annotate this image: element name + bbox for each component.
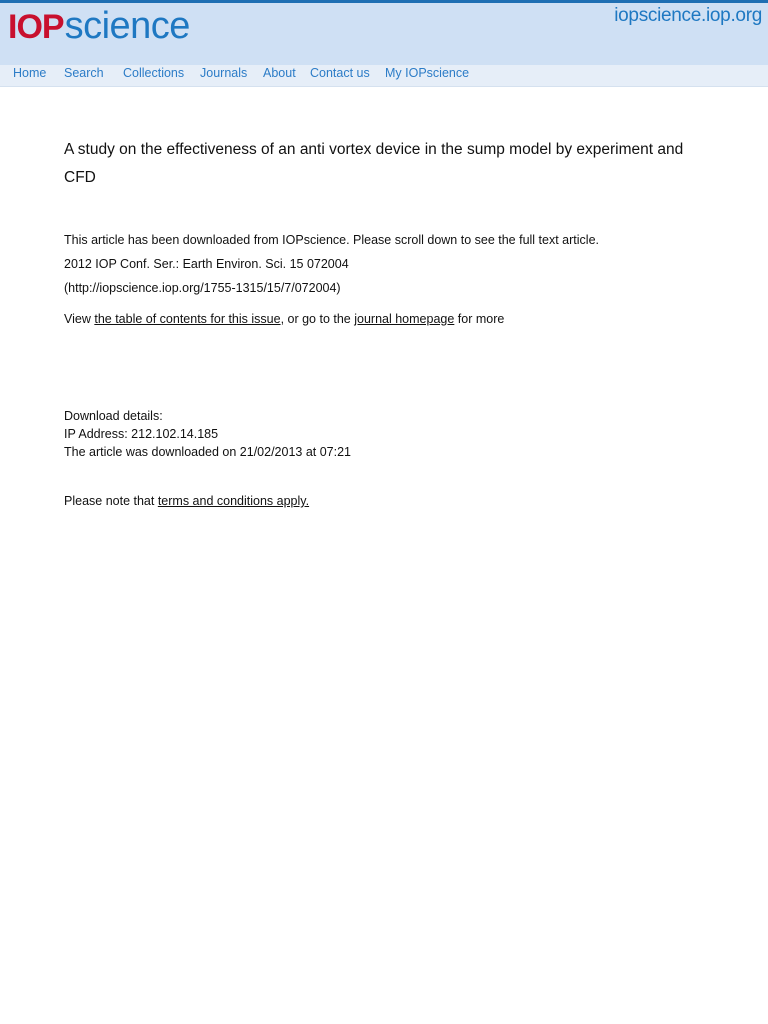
ip-address: IP Address: 212.102.14.185: [64, 427, 219, 441]
nav-collections[interactable]: Collections: [123, 66, 185, 80]
download-date: The article was downloaded on 21/02/2013 at 07:21: [64, 445, 352, 459]
nav-journals[interactable]: Journals: [200, 66, 248, 80]
terms-link[interactable]: terms and conditions apply.: [157, 494, 310, 508]
site-url[interactable]: iopscience.iop.org: [614, 5, 762, 26]
article-url: (http://iopscience.iop.org/1755-1315/15/7/072004): [64, 281, 341, 295]
main-nav: [0, 65, 768, 87]
article-title-block: [64, 136, 704, 192]
download-details-heading: Download details:: [64, 409, 163, 423]
iopscience-logo[interactable]: [8, 5, 190, 47]
logo-science-text: science: [64, 5, 190, 47]
nav-about[interactable]: About: [263, 66, 296, 80]
toc-link[interactable]: the table of contents for this issue: [94, 312, 281, 326]
nav-my-iopscience[interactable]: My IOPscience: [385, 66, 470, 80]
terms-line: [64, 494, 309, 508]
terms-prefix-text: Please note that: [64, 494, 158, 508]
nav-contact-us[interactable]: Contact us: [310, 66, 370, 80]
article-title: A study on the effectiveness of an anti vortex device in the sump model by experiment and CFD: [64, 141, 684, 186]
view-prefix-text: View: [64, 312, 95, 326]
journal-homepage-link[interactable]: journal homepage: [354, 312, 455, 326]
view-links-line: [64, 312, 504, 326]
nav-home[interactable]: Home: [13, 66, 47, 80]
download-note: This article has been downloaded from IOPscience. Please scroll down to see the full text article.: [64, 233, 599, 247]
article-citation: 2012 IOP Conf. Ser.: Earth Environ. Sci. 15 072004: [64, 257, 349, 271]
view-middle-text: , or go to the: [280, 312, 355, 326]
logo-iop-text: IOP: [8, 8, 64, 46]
nav-search[interactable]: Search: [64, 66, 104, 80]
site-header: [0, 3, 768, 65]
view-suffix-text: for more: [454, 312, 505, 326]
